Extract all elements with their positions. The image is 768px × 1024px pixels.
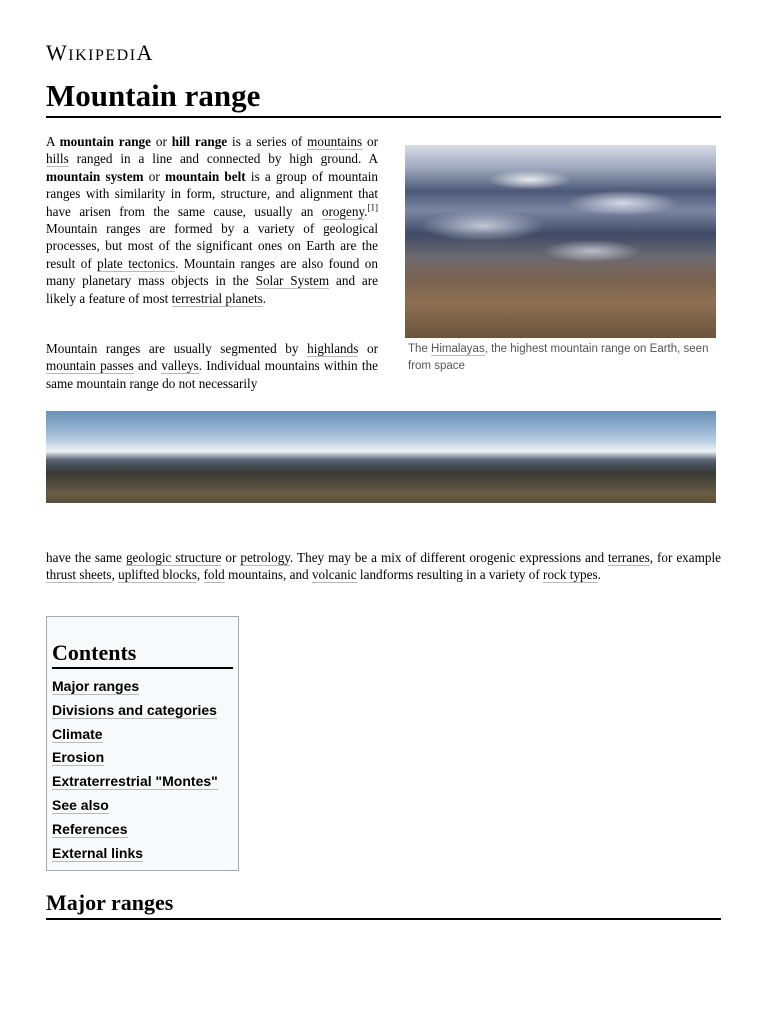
text: , — [111, 567, 119, 583]
text: Mountain ranges are usually segmented by — [46, 341, 308, 356]
text: and are likely a feature of most — [46, 273, 378, 306]
link-solar-system[interactable]: Solar System — [255, 273, 330, 289]
text: , — [196, 567, 204, 583]
text: , the highest mountain range on Earth, seen from space — [408, 343, 709, 372]
link-terranes[interactable]: terranes — [608, 550, 650, 565]
link-volcanic[interactable]: volcanic — [311, 567, 357, 583]
text: A — [46, 134, 60, 149]
link-himalayas[interactable]: Himalayas — [431, 343, 485, 355]
text: is a series of — [227, 134, 308, 149]
link-geologic-structure[interactable]: geologic structure — [125, 550, 222, 565]
toc-link-references[interactable]: References — [52, 820, 128, 837]
mountain-panorama-image[interactable] — [46, 411, 716, 503]
himalayas-image[interactable] — [405, 145, 716, 338]
page-title: Mountain range — [46, 76, 721, 118]
himalayas-caption — [405, 338, 716, 375]
link-valleys[interactable]: valleys — [161, 358, 199, 374]
text: . — [262, 290, 267, 306]
toc-link-climate[interactable]: Climate — [52, 725, 103, 742]
toc-item — [52, 699, 233, 723]
text: Mountain ranges are formed by a variety of geological processes, but most of the significant ones on Earth are the result of — [46, 221, 378, 271]
wordmark-ikipedi: IKIPEDI — [68, 47, 137, 64]
text: ranged in a line and connected by high ground. A — [68, 151, 378, 167]
text: . Individual mountains within the same mountain range do not necessarily — [46, 358, 378, 391]
link-terrestrial-planets[interactable]: terrestrial planets — [171, 290, 263, 306]
text: or — [358, 341, 378, 356]
toc-item — [52, 794, 233, 818]
bold-term-mountain-range: mountain range — [59, 134, 151, 149]
link-thrust-sheets[interactable]: thrust sheets — [46, 567, 112, 583]
link-highlands[interactable]: highlands — [307, 341, 359, 356]
text: landforms resulting in a variety of — [356, 567, 544, 583]
link-mountains[interactable]: mountains — [307, 134, 363, 149]
text: or — [362, 134, 378, 149]
bold-term-hill-range: hill range — [171, 134, 228, 149]
intro-paragraph-2 — [46, 340, 378, 392]
text: or — [221, 550, 241, 565]
table-of-contents — [46, 616, 239, 871]
link-hills[interactable]: hills — [46, 151, 69, 167]
wordmark-a: A — [136, 40, 154, 65]
toc-link-extraterrestrial-montes[interactable]: Extraterrestrial "Montes" — [52, 773, 218, 790]
wordmark-w: W — [46, 40, 69, 65]
text: mountains, and — [224, 567, 312, 583]
wikipedia-wordmark[interactable] — [46, 40, 154, 66]
intro-paragraph-3 — [46, 549, 721, 584]
toc-item — [52, 675, 233, 699]
text: The — [408, 343, 432, 355]
section-heading-major-ranges: Major ranges — [46, 888, 721, 920]
toc-item — [52, 842, 233, 866]
text: or — [143, 168, 165, 184]
text: or — [151, 134, 172, 149]
himalayas-figure — [405, 145, 716, 375]
toc-link-erosion[interactable]: Erosion — [52, 749, 105, 766]
toc-item — [52, 818, 233, 842]
intro-paragraph-1 — [46, 133, 378, 307]
bold-term-mountain-system: mountain system — [46, 168, 144, 184]
toc-link-major-ranges[interactable]: Major ranges — [52, 678, 140, 694]
link-orogeny[interactable]: orogeny — [321, 203, 365, 219]
reference-1[interactable]: [1] — [367, 202, 378, 213]
toc-item — [52, 746, 233, 770]
toc-link-external-links[interactable]: External links — [52, 844, 144, 861]
link-fold[interactable]: fold — [203, 567, 225, 583]
link-rock-types[interactable]: rock types — [543, 567, 598, 583]
text: . Mountain ranges are also found on many planetary mass objects in the — [46, 255, 378, 289]
toc-title: Contents — [52, 640, 233, 669]
toc-list — [52, 675, 233, 865]
bold-term-mountain-belt: mountain belt — [164, 168, 246, 184]
toc-item — [52, 723, 233, 747]
text: . They may be a mix of different orogenic expressions and — [290, 550, 609, 565]
text: have the same — [46, 550, 126, 565]
text: and — [133, 358, 162, 374]
toc-item — [52, 770, 233, 794]
link-petrology[interactable]: petrology — [240, 550, 291, 565]
text: . — [597, 567, 601, 583]
link-mountain-passes[interactable]: mountain passes — [46, 358, 134, 374]
text: , for example — [649, 550, 721, 565]
link-plate-tectonics[interactable]: plate tectonics — [97, 255, 176, 271]
text: is a group of mountain ranges with similarity in form, structure, and alignment that have arisen from the same cause, usually an — [46, 168, 378, 219]
link-uplifted-blocks[interactable]: uplifted blocks — [118, 567, 197, 583]
toc-link-see-also[interactable]: See also — [52, 796, 109, 813]
text: . — [364, 203, 368, 219]
toc-link-divisions-and-categories[interactable]: Divisions and categories — [52, 701, 217, 718]
